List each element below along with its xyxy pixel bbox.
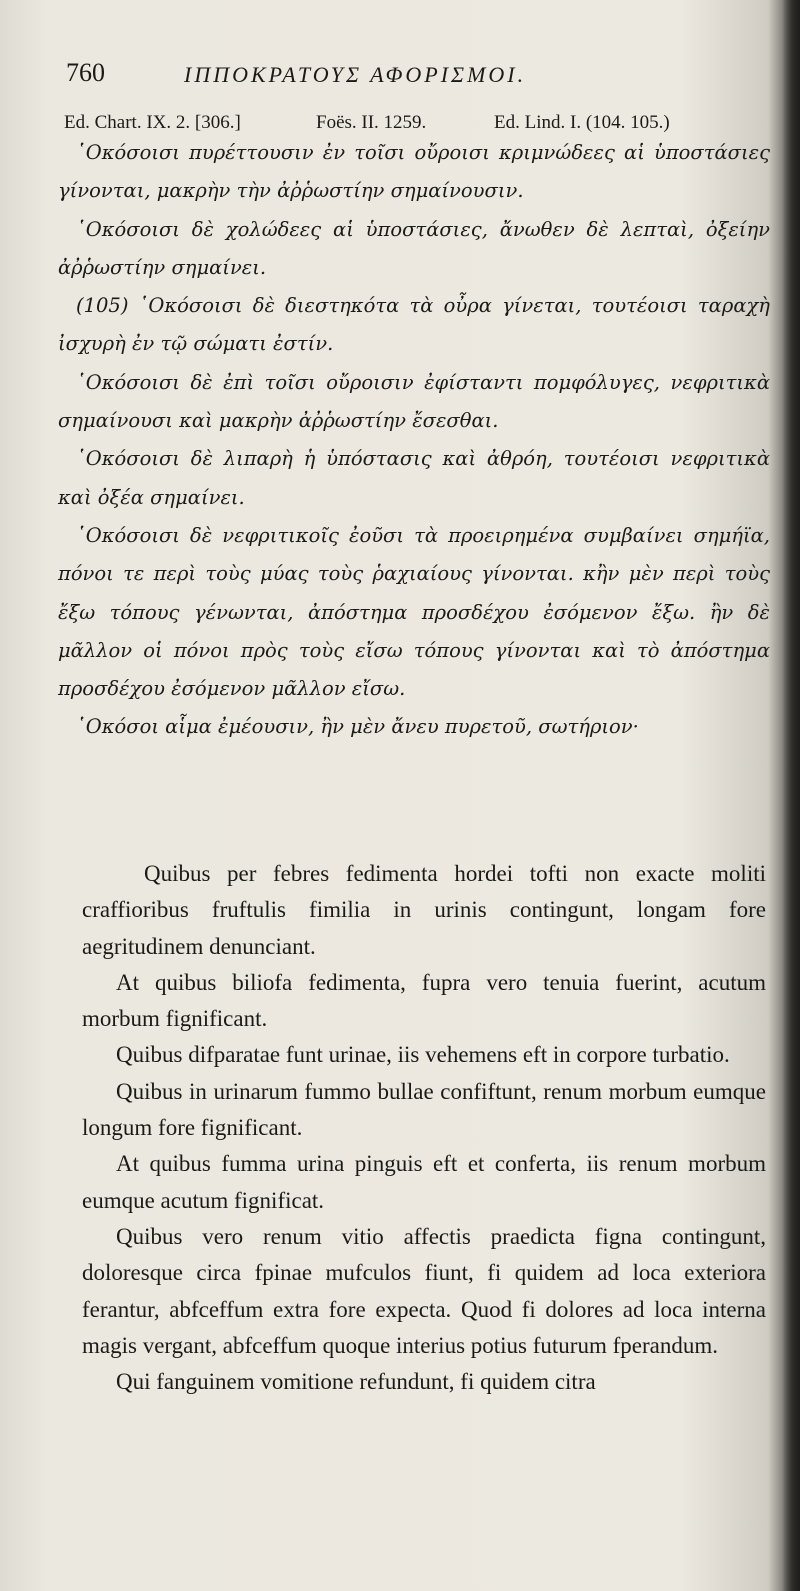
page-header: [66, 58, 766, 98]
greek-paragraph: ῾Οκόσοισι δὲ χολώδεες αἱ ὑποστάσιες, ἄνωθεν δὲ λεπταὶ, ὀξείην ἀῤῥωστίην σημαίνει.: [58, 217, 770, 279]
greek-paragraph: ῾Οκόσοισι πυρέττουσιν ἐν τοῖσι οὔροισι κριμνώδεες αἱ ὑποστάσιες γίνονται, μακρὴν τὴν ἀῤῥωστίην σημαίνουσιν.: [58, 141, 770, 203]
latin-paragraph: Quibus vero renum vitio affectis praedicta figna contingunt, doloresque circa fpinae mufculos fiunt, fi quidem ad loca exteriora ferantur, abfceffum extra fore expecta. Quod fi dolores ad loca interna magis vergant, abfceffum quoque interius potius futurum fperandum.: [82, 1223, 766, 1358]
latin-paragraph: Quibus per febres fedimenta hordei tofti non exacte moliti craffioribus fruftulis fimilia in urinis contingunt, longam fore aegritudinem denunciant.: [82, 861, 766, 959]
page-number: 760: [66, 58, 105, 87]
latin-paragraph: At quibus biliofa fedimenta, fupra vero tenuia fuerint, acutum morbum fignificant.: [82, 969, 766, 1032]
latin-text-block: [82, 856, 766, 1400]
greek-paragraph: ῾Οκόσοι αἷμα ἐμέουσιν, ἢν μὲν ἄνευ πυρετοῦ, σωτήριον·: [76, 715, 639, 739]
greek-paragraph: ῾Οκόσοισι δὲ νεφριτικοῖς ἐοῦσι τὰ προειρημένα συμβαίνει σημήϊα, πόνοι τε περὶ τοὺς μύας τοὺς ῥαχιαίους γίνονται. κἢν μὲν περὶ τοὺς ἔξω τόπους γένωνται, ἀπόστημα προσδέχου ἐσόμενον ἔξω. ἢν δὲ μᾶλλον οἱ πόνοι πρὸς τοὺς εἴσω τόπους γίνονται καὶ τὸ ἀπόστημα προσδέχου ἐσόμενον μᾶλλον εἴσω.: [58, 523, 770, 701]
greek-paragraph: ῾Οκόσοισι δὲ ἐπὶ τοῖσι οὔροισιν ἐφίσταντι πομφόλυγες, νεφριτικὰ σημαίνουσι καὶ μακρὴν ἀῤῥωστίην ἔσεσθαι.: [58, 370, 770, 433]
latin-paragraph: At quibus fumma urina pinguis eft et conferta, iis renum morbum eumque acutum fignificat.: [82, 1151, 766, 1213]
edition-chartier: Ed. Chart. IX. 2. [306.]: [64, 112, 241, 133]
latin-paragraph: Quibus difparatae funt urinae, iis vehemens eft in corpore turbatio.: [116, 1042, 730, 1068]
latin-paragraph: Quibus in urinarum fummo bullae confiftunt, renum morbum eumque longum fore fignificant.: [82, 1078, 766, 1141]
page-edge-shadow: [782, 0, 800, 1591]
running-title: ΙΠΠΟΚΡΑΤΟΥΣ ΑΦΟΡΙΣΜΟΙ.: [184, 62, 527, 87]
greek-paragraph: ῾Οκόσοισι δὲ λιπαρὴ ἡ ὑπόστασις καὶ ἀθρόη, τουτέοισι νεφριτικὰ καὶ ὀξέα σημαίνει.: [58, 447, 770, 509]
greek-text-block: [58, 134, 770, 747]
edition-foesius: Foës. II. 1259.: [316, 112, 427, 133]
edition-linden: Ed. Lind. I. (104. 105.): [494, 112, 670, 133]
greek-paragraph: (105) ῾Οκόσοισι δὲ διεστηκότα τὰ οὖρα γίνεται, τουτέοισι ταραχὴ ἰσχυρὴ ἐν τῷ σώματι ἐστίν.: [58, 294, 770, 356]
latin-paragraph: Qui fanguinem vomitione refundunt, fi quidem citra: [116, 1369, 596, 1395]
